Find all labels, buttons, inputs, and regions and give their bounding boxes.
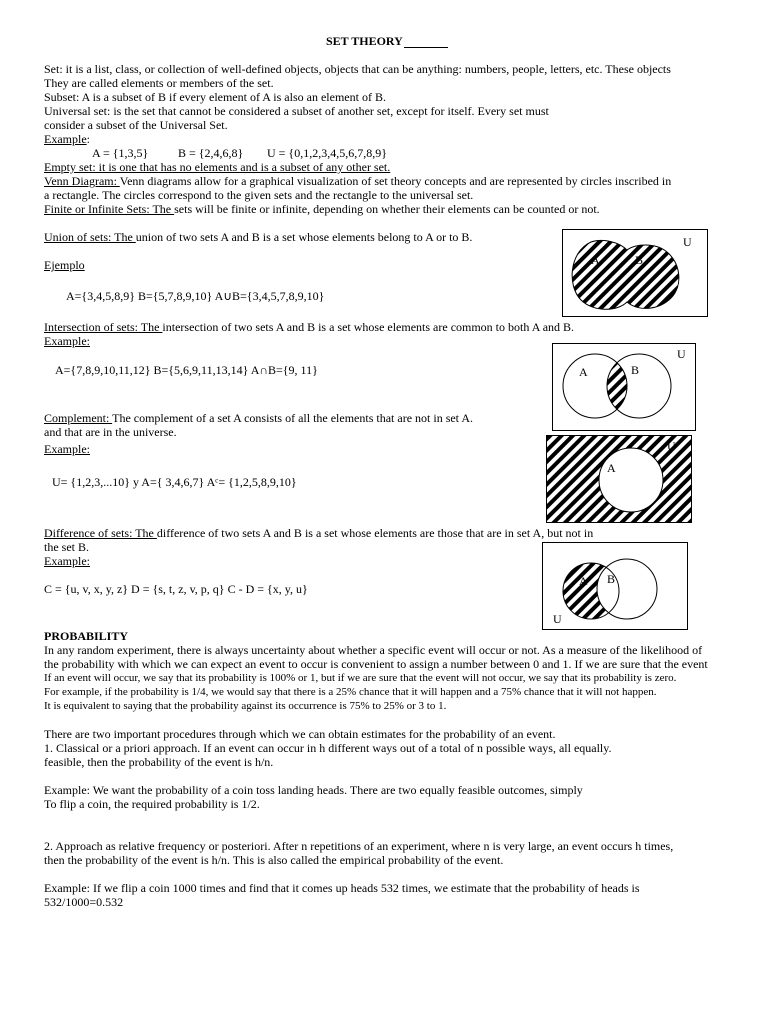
probability-line-14: 532/1000=0.532 [44,895,124,909]
difference-line-2: the set B. [44,540,89,554]
subset-definition: Subset: A is a subset of B if every element of A is also an element of B. [44,90,386,104]
intersection-set-a-label: A [579,365,588,379]
intersection-text: intersection of two sets A and B is a set whose elements are common to both A and B. [162,320,575,334]
union-universe-label: U [683,235,692,249]
venn-text: Venn diagrams allow for a graphical visualization of set theory concepts and are represented by circles inscribed in [119,174,672,188]
union-example: A={3,4,5,8,9} B={5,7,8,9,10} A∪B={3,4,5,7,8,9,10} [66,289,325,303]
venn-difference-diagram [542,542,688,630]
union-text: union of two sets A and B is a set whose elements belong to A or to B. [135,230,473,244]
venn-union-diagram [562,229,708,317]
probability-line-7: 1. Classical or a priori approach. If an event can occur in h different ways out of a total of n possible ways, all equally. [44,741,612,755]
page-title: SET THEORY [326,34,403,48]
probability-heading: PROBABILITY [44,629,129,643]
venn-label: Venn Diagram: [44,174,120,188]
probability-line-1: In any random experiment, there is always uncertainty about whether a specific event will occur or not. As a measure of the likelihood of [44,643,703,657]
example-heading-4: Example: [44,554,90,568]
probability-line-13: Example: If we flip a coin 1000 times and find that it comes up heads 532 times, we estimate that the probability of heads is [44,881,640,895]
union-set-a-label: A [591,253,600,267]
complement-universe-label: U [667,439,676,453]
ejemplo-heading: Ejemplo [44,258,85,272]
set-definition-line-2: They are called elements or members of the set. [44,76,274,90]
intersection-example: A={7,8,9,10,11,12} B={5,6,9,11,13,14} A∩B={9, 11} [55,363,318,377]
example-colon: : [86,132,90,146]
probability-line-9: Example: We want the probability of a coin toss landing heads. There are two equally feasible outcomes, simply [44,783,583,797]
universal-set-line-2: consider a subset of the Universal Set. [44,118,228,132]
probability-line-2: the probability with which we can expect an event to occur is convenient to assign a number between 0 and 1. If we are sure that the event [44,657,708,671]
title-underline [404,47,448,48]
example-label: Example [44,132,87,146]
venn-intersection-diagram [552,343,696,431]
example-heading-2: Example: [44,334,90,348]
difference-label: Difference of sets: The [44,526,157,540]
intersection-universe-label: U [677,347,686,361]
set-definition-line-1: Set: it is a list, class, or collection of well-defined objects, objects that can be anything: numbers, people, letters, etc. These objects [44,62,671,76]
venn-complement-diagram [546,435,692,523]
probability-line-4: For example, if the probability is 1/4, we would say that there is a 25% chance that it will happen and a 75% chance that it will not happen. [44,686,657,698]
probability-line-11: 2. Approach as relative frequency or posteriori. After n repetitions of an experiment, where n is very large, an event occurs h times, [44,839,674,853]
difference-set-b-label: B [607,572,616,586]
probability-line-6: There are two important procedures through which we can obtain estimates for the probability of an event. [44,727,556,741]
intersection-definition [44,320,574,334]
complement-line-2: and that are in the universe. [44,425,177,439]
example-set-u: U = {0,1,2,3,4,5,6,7,8,9} [267,146,387,160]
example-set-b: B = {2,4,6,8} [178,146,244,160]
probability-line-8: feasible, then the probability of the event is h/n. [44,755,274,769]
difference-line-1 [44,526,593,540]
finite-label: Finite or Infinite Sets: The [44,202,175,216]
complement-text: The complement of a set A consists of all the elements that are not in set A. [112,411,474,425]
complement-example: U= {1,2,3,...10} y A={ 3,4,6,7} Aᶜ= {1,2,5,8,9,10} [52,475,297,489]
complement-line-1 [44,411,473,425]
universal-set-line-1: Universal set: is the set that cannot be considered a subset of another set, except for itself. Every set must [44,104,549,118]
intersection-set-b-label: B [631,363,640,377]
finite-sets-line [44,202,600,216]
venn-line-2: a rectangle. The circles correspond to the given sets and the rectangle to the universal set. [44,188,474,202]
union-definition [44,230,472,244]
probability-line-3: If an event will occur, we say that its probability is 100% or 1, but if we are sure that the event will not occur, we say that its probability is zero. [44,672,677,684]
probability-line-10: To flip a coin, the required probability is 1/2. [44,797,260,811]
difference-example: C = {u, v, x, y, z} D = {s, t, z, v, p, q} C - D = {x, y, u} [44,582,308,596]
empty-set-definition: Empty set: it is one that has no elements and is a subset of any other set. [44,160,391,174]
example-set-a: A = {1,3,5} [92,146,149,160]
complement-label: Complement: [44,411,113,425]
intersection-label: Intersection of sets: The [44,320,163,334]
union-set-b-label: B [635,253,644,267]
finite-text: sets will be finite or infinite, depending on whether their elements can be counted or not. [174,202,600,216]
complement-set-a-label: A [607,461,616,475]
difference-set-a-label: A [579,574,588,588]
probability-line-12: then the probability of the event is h/n. This is also called the empirical probability of the event. [44,853,504,867]
example-heading-3: Example: [44,442,90,456]
venn-line-1 [44,174,671,188]
difference-universe-label: U [553,612,562,626]
difference-text: difference of two sets A and B is a set whose elements are those that are in set A, but not in [156,526,594,540]
example-heading-1 [44,132,90,146]
probability-line-5: It is equivalent to saying that the probability against its occurrence is 75% to 25% or 3 to 1. [44,700,447,712]
union-shaded-region [572,240,679,309]
union-label: Union of sets: The [44,230,136,244]
